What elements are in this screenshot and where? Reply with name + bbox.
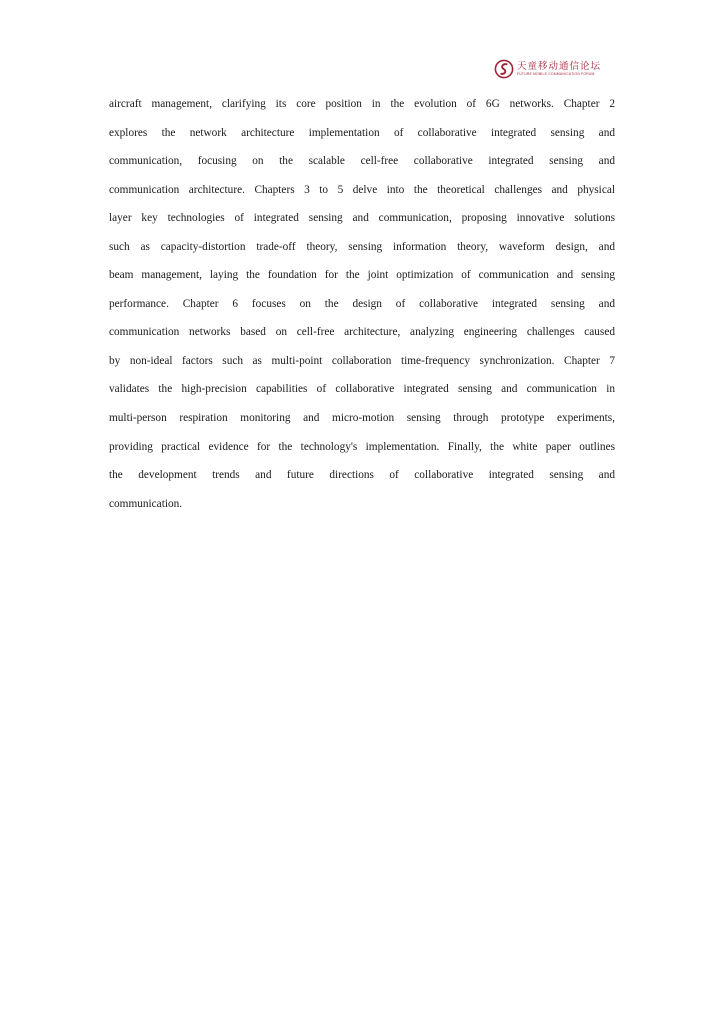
forum-logo [494,58,604,80]
text-line: performance. Chapter 6 focuses on the design of collaborative integrated sensing and [109,297,615,310]
text-line: layer key technologies of integrated sensing and communication, proposing innovative solutions [109,212,615,225]
text-line: explores the network architecture implementation of collaborative integrated sensing and [109,126,615,139]
text-line: by non-ideal factors such as multi-point collaboration time-frequency synchronization. Chapter 7 [109,354,615,367]
text-line: providing practical evidence for the technology's implementation. Finally, the white paper outlines [109,440,615,453]
text-line: communication architecture. Chapters 3 to 5 delve into the theoretical challenges and physical [109,183,615,196]
text-line: the development trends and future directions of collaborative integrated sensing and [109,469,615,482]
logo-chinese-text: 天童移动通信论坛 [517,60,602,72]
text-line: communication, focusing on the scalable cell-free collaborative integrated sensing and [109,155,615,168]
text-line: aircraft management, clarifying its core position in the evolution of 6G networks. Chapter 2 [109,98,615,110]
text-line: such as capacity-distortion trade-off theory, sensing information theory, waveform design, and [109,240,615,253]
text-line: communication. [109,497,183,510]
forum-emblem-icon [494,59,514,79]
text-line: validates the high-precision capabilities of collaborative integrated sensing and communication in [109,383,615,396]
text-line: communication networks based on cell-free architecture, analyzing engineering challenges caused [109,326,615,339]
body-paragraph [109,92,615,520]
text-line: multi-person respiration monitoring and micro-motion sensing through prototype experiments, [109,412,615,425]
logo-english-text: FUTURE MOBILE COMMUNICATION FORUM [517,72,595,77]
text-line: beam management, laying the foundation for the joint optimization of communication and sensing [109,269,615,282]
